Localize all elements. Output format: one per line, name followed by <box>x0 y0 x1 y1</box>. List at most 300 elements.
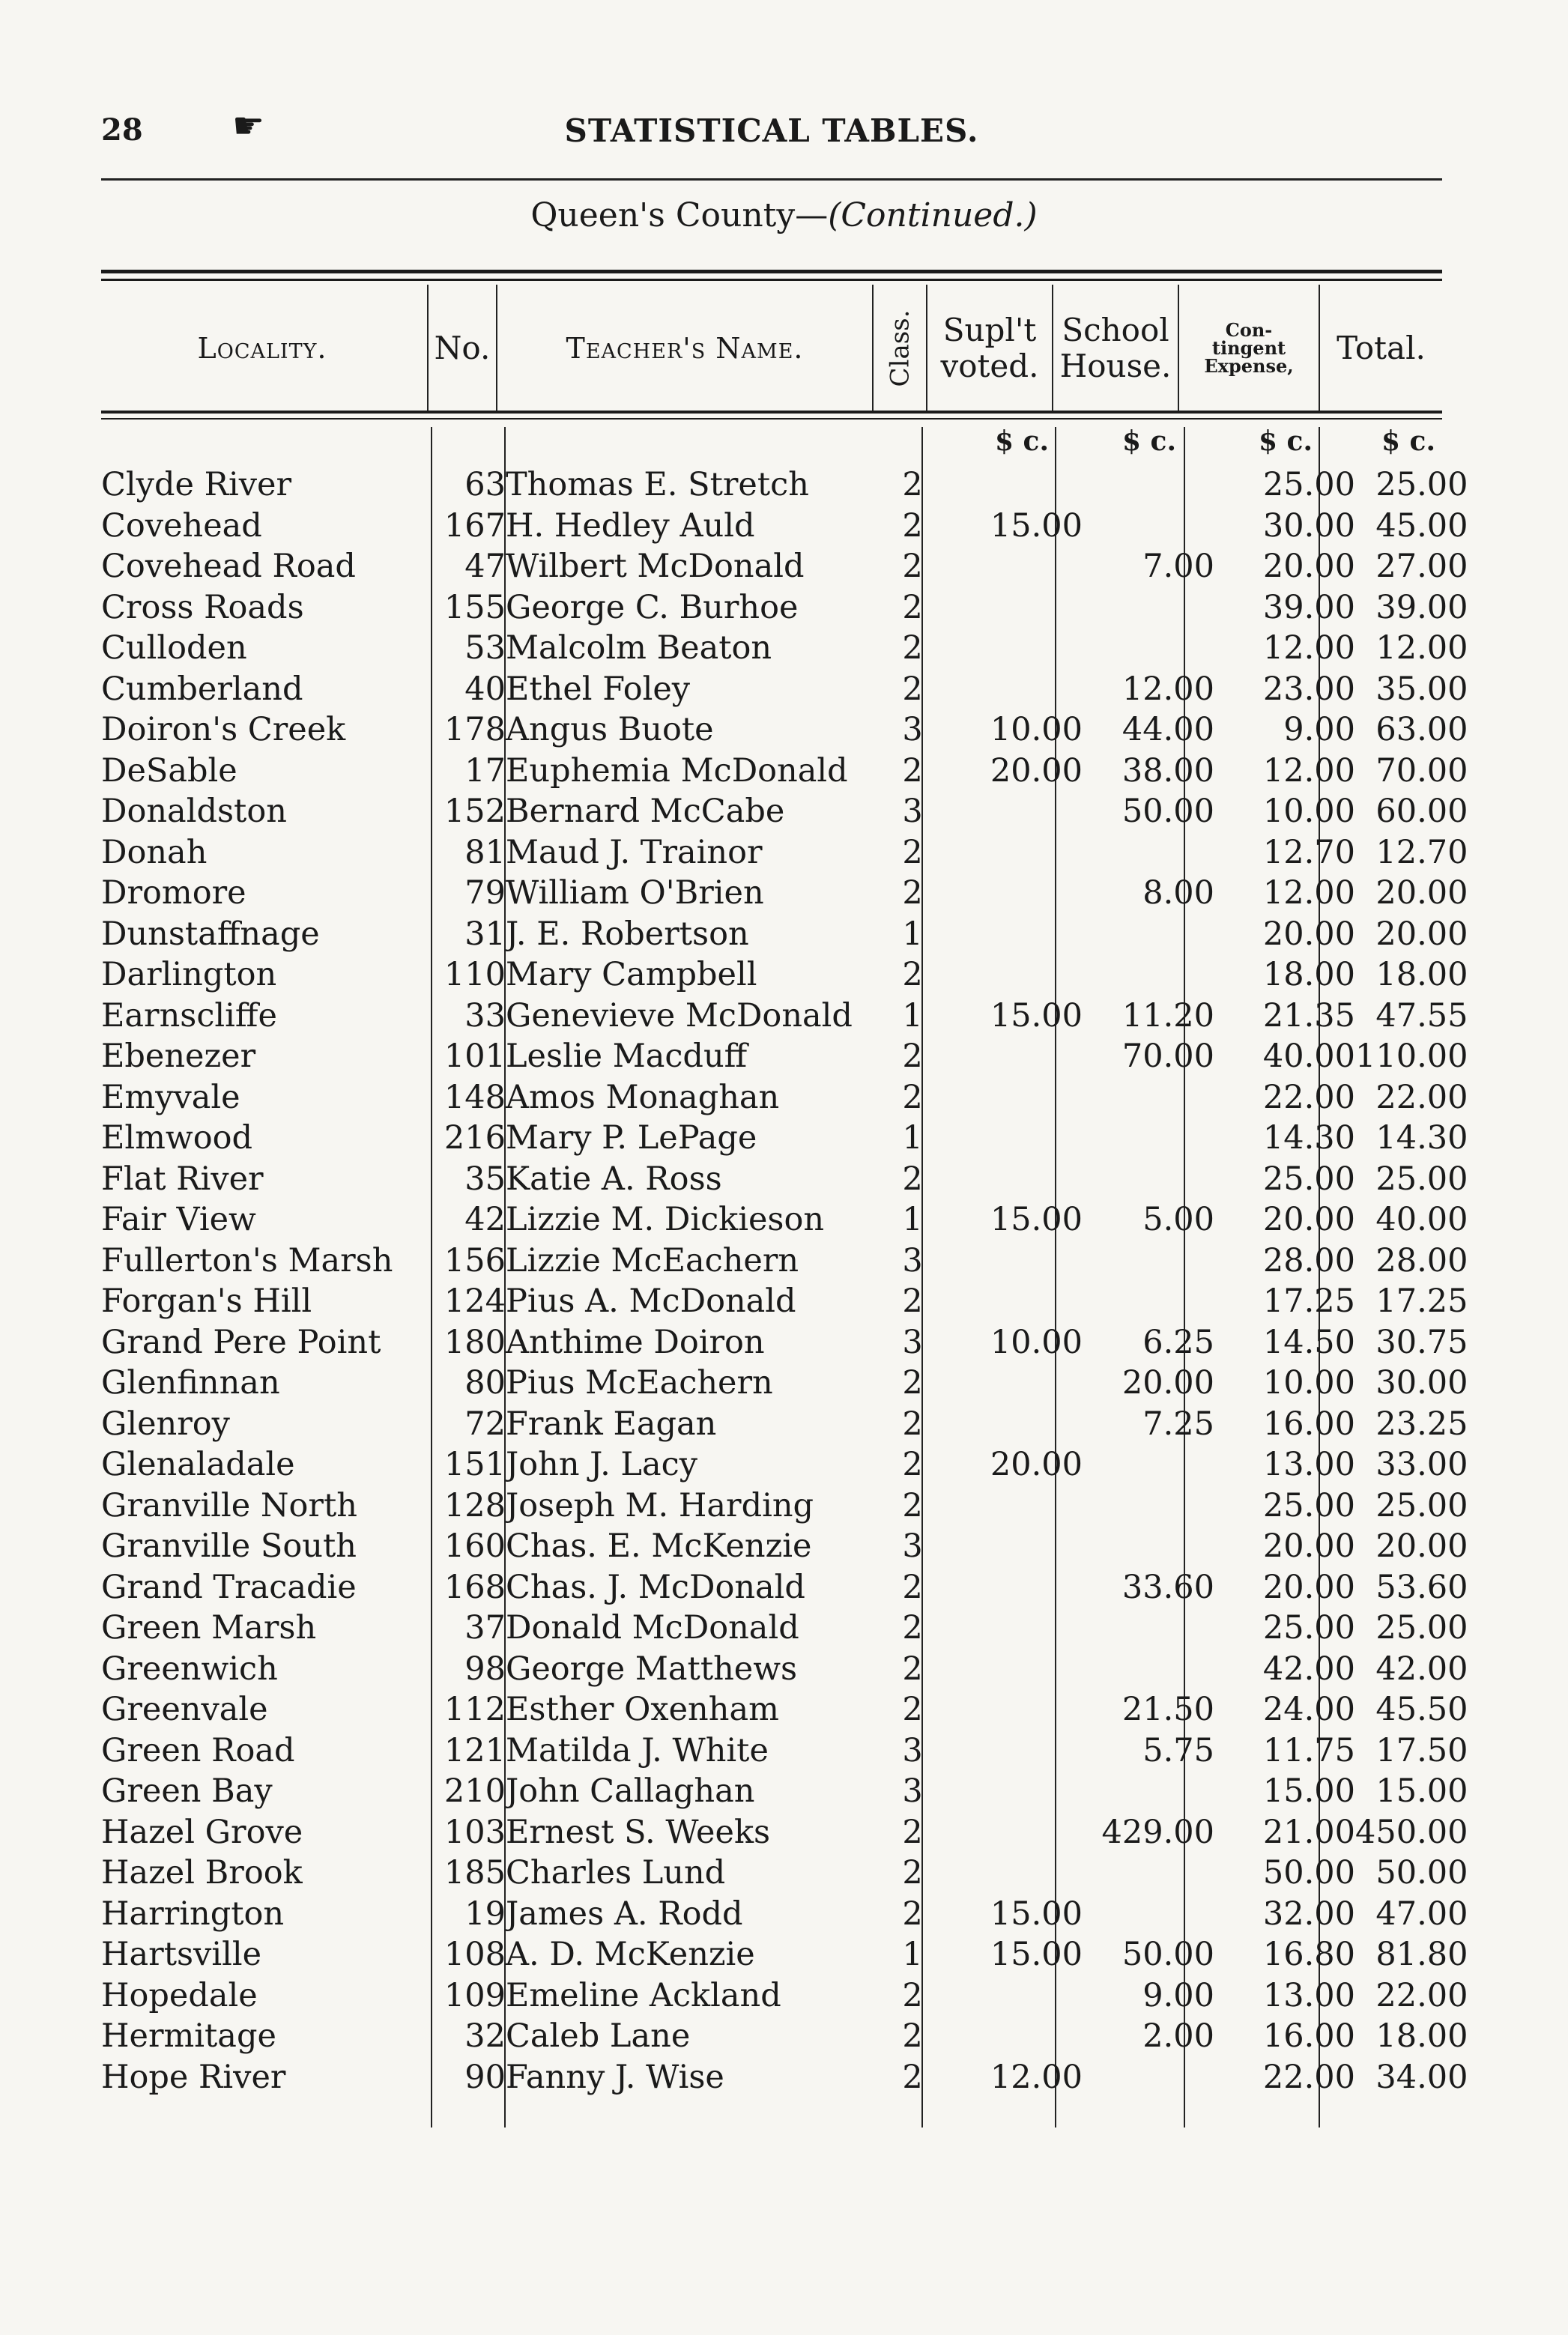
cell-school-house: 5.00 <box>1142 1201 1214 1238</box>
table-row <box>101 1730 1468 1772</box>
cell-contingent: 21.35 <box>1262 996 1355 1035</box>
cell-suplt-voted <box>945 1608 1083 1649</box>
cell-number: 168 <box>444 1568 506 1606</box>
cell-contingent: 10.00 <box>1262 793 1355 830</box>
cell-suplt-voted <box>945 1812 1083 1853</box>
cell-contingent: 11.75 <box>1262 1731 1355 1769</box>
header-rule <box>101 178 1442 181</box>
cell-total: 15.00 <box>1375 1772 1468 1810</box>
cell-suplt-voted: 10.00 <box>990 1323 1083 1361</box>
cell-suplt-voted <box>945 1404 1083 1445</box>
cell-class: 2 <box>902 1568 923 1606</box>
cell-suplt-voted: 10.00 <box>990 711 1083 748</box>
unit-school: $ c. <box>1121 425 1176 457</box>
cell-school-house <box>1083 1118 1214 1159</box>
cell-class: 2 <box>902 1609 923 1647</box>
cell-teacher: James A. Rodd <box>506 1895 743 1933</box>
cell-number: 110 <box>444 956 506 993</box>
cell-contingent: 20.00 <box>1262 1527 1355 1565</box>
cell-teacher: George C. Burhoe <box>506 588 799 626</box>
cell-total: 28.00 <box>1375 1241 1468 1279</box>
cell-suplt-voted <box>945 1036 1083 1077</box>
cell-suplt-voted: 15.00 <box>990 506 1083 545</box>
cell-number: 156 <box>444 1241 506 1279</box>
cell-suplt-voted <box>945 1281 1083 1322</box>
table-row <box>101 1812 1468 1853</box>
cell-class: 2 <box>902 2058 923 2096</box>
table-row <box>101 751 1468 792</box>
cell-locality: Covehead Road <box>101 548 356 585</box>
cell-school-house <box>1083 2057 1214 2098</box>
cell-school-house <box>1083 1077 1214 1118</box>
cell-total: 39.00 <box>1375 588 1468 626</box>
cell-school-house: 50.00 <box>1121 1936 1214 1973</box>
cell-number: 178 <box>444 711 506 748</box>
cell-number: 33 <box>464 996 506 1035</box>
cell-school-house <box>1083 1894 1214 1935</box>
column-header-class: Class. <box>885 309 915 387</box>
cell-locality: Hazel Brook <box>101 1854 303 1892</box>
cell-total: 18.00 <box>1375 956 1468 993</box>
cell-teacher: Lizzie M. Dickieson <box>506 1201 825 1238</box>
cell-school-house <box>1083 1771 1214 1812</box>
cell-teacher: H. Hedley Auld <box>506 506 755 545</box>
cell-teacher: Emeline Ackland <box>506 1976 781 2014</box>
cell-teacher: Mary Campbell <box>506 956 757 993</box>
cell-school-house: 5.75 <box>1142 1731 1214 1769</box>
cell-class: 3 <box>902 793 923 830</box>
cell-number: 103 <box>444 1813 506 1851</box>
cell-number: 108 <box>444 1936 506 1973</box>
cell-locality: Glenaladale <box>101 1446 295 1483</box>
table-row <box>101 1567 1468 1608</box>
cell-number: 151 <box>444 1446 506 1483</box>
table-row <box>101 628 1468 669</box>
cell-class: 2 <box>902 1282 923 1320</box>
cell-teacher: Malcolm Beaton <box>506 629 772 667</box>
table-row <box>101 464 1468 506</box>
cell-class: 2 <box>902 1446 923 1483</box>
table-row <box>101 1322 1468 1363</box>
table-row <box>101 1444 1468 1486</box>
cell-total: 17.50 <box>1375 1731 1468 1769</box>
cell-locality: Fullerton's Marsh <box>101 1241 393 1279</box>
pointing-hand-icon: ☛ <box>232 105 265 147</box>
column-header-locality: Locality. <box>197 332 327 365</box>
cell-total: 42.00 <box>1375 1650 1468 1688</box>
cell-school-house <box>1083 954 1214 996</box>
cell-number: 79 <box>464 874 506 912</box>
header-bottom-rule-thin <box>101 418 1442 420</box>
column-header-no: No. <box>434 330 491 366</box>
cell-total: 60.00 <box>1375 793 1468 830</box>
cell-suplt-voted: 15.00 <box>990 1895 1083 1933</box>
cell-school-house <box>1083 628 1214 669</box>
cell-suplt-voted <box>945 1077 1083 1118</box>
cell-locality: Donah <box>101 833 208 871</box>
cell-number: 180 <box>444 1323 506 1361</box>
cell-locality: Cross Roads <box>101 588 304 626</box>
cell-total: 20.00 <box>1375 1527 1468 1565</box>
cell-teacher: Chas. J. McDonald <box>506 1568 805 1606</box>
cell-number: 32 <box>464 2017 506 2055</box>
cell-suplt-voted <box>945 464 1083 506</box>
cell-contingent: 20.00 <box>1262 1201 1355 1238</box>
cell-teacher: Joseph M. Harding <box>506 1486 814 1524</box>
table-row <box>101 669 1468 710</box>
cell-total: 25.00 <box>1375 1160 1468 1198</box>
table-row <box>101 2016 1468 2057</box>
cell-contingent: 10.00 <box>1262 1364 1355 1402</box>
cell-suplt-voted <box>945 628 1083 669</box>
cell-total: 34.00 <box>1375 2058 1468 2096</box>
cell-class: 2 <box>902 1895 923 1933</box>
cell-total: 30.75 <box>1375 1323 1468 1361</box>
cell-total: 70.00 <box>1375 751 1468 790</box>
cell-class: 3 <box>902 1241 923 1279</box>
cell-total: 18.00 <box>1375 2017 1468 2055</box>
cell-locality: Granville North <box>101 1486 357 1524</box>
cell-teacher: Esther Oxenham <box>506 1691 779 1728</box>
cell-locality: Green Bay <box>101 1772 273 1810</box>
cell-number: 63 <box>464 466 506 503</box>
cell-suplt-voted: 15.00 <box>990 1201 1083 1238</box>
cell-suplt-voted <box>945 1159 1083 1200</box>
cell-number: 210 <box>444 1772 506 1810</box>
table-row <box>101 1404 1468 1445</box>
column-header-suplt: Supl't voted. <box>940 312 1039 384</box>
cell-school-house: 50.00 <box>1121 793 1214 830</box>
cell-contingent: 17.25 <box>1262 1282 1355 1320</box>
cell-total: 81.80 <box>1375 1936 1468 1973</box>
running-header <box>101 105 1442 165</box>
table-row <box>101 1934 1468 1975</box>
cell-locality: Green Marsh <box>101 1609 317 1647</box>
cell-number: 35 <box>464 1160 506 1198</box>
cell-contingent: 16.80 <box>1262 1936 1355 1973</box>
table-row <box>101 1241 1468 1282</box>
cell-total: 20.00 <box>1375 915 1468 953</box>
cell-contingent: 13.00 <box>1262 1446 1355 1483</box>
cell-locality: Fair View <box>101 1201 256 1238</box>
cell-teacher: Bernard McCabe <box>506 793 785 830</box>
cell-locality: Cumberland <box>101 670 303 708</box>
cell-school-house <box>1083 506 1214 547</box>
subtitle-main: Queen's County— <box>530 196 829 234</box>
table-row <box>101 1199 1468 1241</box>
cell-number: 185 <box>444 1854 506 1892</box>
cell-class: 2 <box>902 1854 923 1892</box>
cell-total: 450.00 <box>1355 1813 1468 1851</box>
cell-number: 155 <box>444 588 506 626</box>
cell-school-house <box>1083 1159 1214 1200</box>
cell-class: 2 <box>902 1976 923 2014</box>
cell-total: 25.00 <box>1375 466 1468 503</box>
cell-number: 81 <box>464 833 506 871</box>
cell-contingent: 12.00 <box>1262 751 1355 790</box>
cell-class: 2 <box>902 751 923 790</box>
unit-contingent: $ c. <box>1258 425 1313 457</box>
cell-total: 63.00 <box>1375 711 1468 748</box>
cell-suplt-voted <box>945 1649 1083 1690</box>
cell-locality: DeSable <box>101 751 237 790</box>
cell-total: 22.00 <box>1375 1976 1468 2014</box>
cell-teacher: Caleb Lane <box>506 2017 691 2055</box>
cell-locality: Greenwich <box>101 1650 278 1688</box>
cell-teacher: Pius A. McDonald <box>506 1282 796 1320</box>
cell-contingent: 39.00 <box>1262 588 1355 626</box>
cell-suplt-voted <box>945 546 1083 587</box>
cell-class: 3 <box>902 1527 923 1565</box>
table-row <box>101 1363 1468 1404</box>
cell-class: 3 <box>902 1731 923 1769</box>
header-bottom-rule <box>101 411 1442 414</box>
cell-class: 2 <box>902 506 923 545</box>
cell-school-house: 70.00 <box>1121 1038 1214 1075</box>
cell-class: 2 <box>902 1813 923 1851</box>
cell-teacher: Mary P. LePage <box>506 1119 757 1157</box>
page-number: 28 <box>101 112 143 148</box>
cell-number: 72 <box>464 1405 506 1443</box>
cell-teacher: J. E. Robertson <box>506 915 749 953</box>
cell-school-house <box>1083 1444 1214 1486</box>
table-row <box>101 1975 1468 2017</box>
cell-suplt-voted: 20.00 <box>990 1446 1083 1483</box>
cell-teacher: Donald McDonald <box>506 1609 799 1647</box>
cell-class: 2 <box>902 1691 923 1728</box>
table-row <box>101 1853 1468 1894</box>
cell-contingent: 16.00 <box>1262 2017 1355 2055</box>
table-row <box>101 1077 1468 1118</box>
cell-suplt-voted <box>945 914 1083 955</box>
cell-locality: Hartsville <box>101 1936 262 1973</box>
cell-teacher: Wilbert McDonald <box>506 548 805 585</box>
cell-locality: Granville South <box>101 1527 357 1565</box>
cell-class: 3 <box>902 1323 923 1361</box>
cell-school-house <box>1083 914 1214 955</box>
cell-contingent: 23.00 <box>1262 670 1355 708</box>
cell-locality: Hopedale <box>101 1976 258 2014</box>
cell-class: 2 <box>902 874 923 912</box>
cell-teacher: Maud J. Trainor <box>506 833 763 871</box>
cell-number: 47 <box>464 548 506 585</box>
cell-suplt-voted: 20.00 <box>990 751 1083 790</box>
cell-school-house <box>1083 1608 1214 1649</box>
cell-contingent: 42.00 <box>1262 1650 1355 1688</box>
page-title: STATISTICAL TABLES. <box>564 112 979 149</box>
table-row <box>101 1771 1468 1812</box>
cell-school-house <box>1083 1241 1214 1282</box>
cell-locality: Dromore <box>101 874 246 912</box>
cell-number: 98 <box>464 1650 506 1688</box>
cell-total: 30.00 <box>1375 1364 1468 1402</box>
cell-number: 216 <box>444 1119 506 1157</box>
cell-contingent: 32.00 <box>1262 1895 1355 1933</box>
cell-total: 27.00 <box>1375 548 1468 585</box>
cell-number: 17 <box>464 751 506 790</box>
cell-class: 2 <box>902 1038 923 1075</box>
table-row <box>101 2057 1468 2098</box>
cell-teacher: Ethel Foley <box>506 670 691 708</box>
cell-school-house <box>1083 1526 1214 1567</box>
unit-suplt: $ c. <box>994 425 1049 457</box>
cell-suplt-voted <box>945 1730 1083 1772</box>
cell-total: 47.00 <box>1375 1895 1468 1933</box>
cell-contingent: 21.00 <box>1262 1813 1355 1851</box>
cell-number: 80 <box>464 1364 506 1402</box>
table-row <box>101 996 1468 1037</box>
cell-locality: Hope River <box>101 2058 286 2096</box>
cell-number: 37 <box>464 1609 506 1647</box>
cell-teacher: Lizzie McEachern <box>506 1241 799 1279</box>
cell-teacher: Leslie Macduff <box>506 1038 748 1075</box>
cell-locality: Darlington <box>101 956 277 993</box>
unit-total: $ c. <box>1381 425 1435 457</box>
cell-number: 167 <box>444 506 506 545</box>
cell-school-house: 2.00 <box>1142 2017 1214 2055</box>
cell-locality: Hazel Grove <box>101 1813 303 1851</box>
table-row <box>101 1486 1468 1527</box>
cell-locality: Ebenezer <box>101 1038 256 1075</box>
cell-suplt-voted <box>945 1486 1083 1527</box>
cell-locality: Greenvale <box>101 1691 268 1728</box>
cell-total: 12.70 <box>1375 833 1468 871</box>
cell-teacher: Fanny J. Wise <box>506 2058 724 2096</box>
cell-class: 2 <box>902 629 923 667</box>
cell-total: 17.25 <box>1375 1282 1468 1320</box>
cell-locality: Flat River <box>101 1160 264 1198</box>
cell-school-house <box>1083 1649 1214 1690</box>
table-body <box>101 464 1468 2098</box>
cell-suplt-voted <box>945 1118 1083 1159</box>
table-row <box>101 1649 1468 1690</box>
cell-teacher: A. D. McKenzie <box>506 1936 755 1973</box>
cell-class: 2 <box>902 1405 923 1443</box>
column-header-total: Total. <box>1337 330 1426 366</box>
cell-contingent: 16.00 <box>1262 1405 1355 1443</box>
cell-total: 23.25 <box>1375 1405 1468 1443</box>
cell-locality: Elmwood <box>101 1119 253 1157</box>
cell-class: 2 <box>902 2017 923 2055</box>
cell-school-house: 12.00 <box>1121 670 1214 708</box>
cell-teacher: Charles Lund <box>506 1854 726 1892</box>
cell-total: 14.30 <box>1375 1119 1468 1157</box>
cell-contingent: 15.00 <box>1262 1772 1355 1810</box>
cell-total: 20.00 <box>1375 874 1468 912</box>
cell-suplt-voted: 15.00 <box>990 1936 1083 1973</box>
cell-number: 109 <box>444 1976 506 2014</box>
subtitle-continued: (Continued.) <box>828 196 1038 234</box>
cell-suplt-voted <box>945 1526 1083 1567</box>
cell-total: 40.00 <box>1375 1201 1468 1238</box>
table-row <box>101 954 1468 996</box>
cell-class: 1 <box>902 915 923 953</box>
cell-locality: Clyde River <box>101 466 292 503</box>
cell-number: 112 <box>444 1691 506 1728</box>
cell-contingent: 25.00 <box>1262 1609 1355 1647</box>
cell-locality: Hermitage <box>101 2017 276 2055</box>
cell-total: 45.00 <box>1375 506 1468 545</box>
cell-contingent: 25.00 <box>1262 1160 1355 1198</box>
cell-number: 101 <box>444 1038 506 1075</box>
cell-contingent: 20.00 <box>1262 1568 1355 1606</box>
cell-teacher: Pius McEachern <box>506 1364 773 1402</box>
cell-contingent: 18.00 <box>1262 956 1355 993</box>
cell-locality: Harrington <box>101 1895 285 1933</box>
column-header-contingent: Con- tingent Expense, <box>1204 319 1294 377</box>
cell-locality: Covehead <box>101 506 262 545</box>
cell-class: 2 <box>902 1160 923 1198</box>
table-row <box>101 1608 1468 1649</box>
cell-class: 2 <box>902 1650 923 1688</box>
cell-contingent: 22.00 <box>1262 2058 1355 2096</box>
table-top-rule-thin <box>101 279 1442 281</box>
table-row <box>101 1526 1468 1567</box>
cell-number: 90 <box>464 2058 506 2096</box>
cell-suplt-voted <box>945 832 1083 873</box>
table-row <box>101 1036 1468 1077</box>
cell-contingent: 12.00 <box>1262 874 1355 912</box>
cell-school-house: 38.00 <box>1121 751 1214 790</box>
cell-suplt-voted <box>945 1853 1083 1894</box>
table-row <box>101 546 1468 587</box>
table-row <box>101 709 1468 751</box>
cell-number: 40 <box>464 670 506 708</box>
cell-class: 2 <box>902 466 923 503</box>
cell-total: 110.00 <box>1355 1038 1468 1075</box>
cell-teacher: William O'Brien <box>506 874 764 912</box>
cell-suplt-voted <box>945 954 1083 996</box>
cell-class: 1 <box>902 1936 923 1973</box>
table-row <box>101 873 1468 914</box>
cell-suplt-voted <box>945 669 1083 710</box>
cell-teacher: Frank Eagan <box>506 1405 717 1443</box>
table-row <box>101 832 1468 873</box>
cell-number: 152 <box>444 793 506 830</box>
table-row <box>101 914 1468 955</box>
cell-total: 47.55 <box>1375 996 1468 1035</box>
column-header-teacher: Teacher's Name. <box>566 332 804 365</box>
cell-school-house: 7.00 <box>1142 548 1214 585</box>
cell-teacher: Amos Monaghan <box>506 1078 780 1116</box>
table-top-rule <box>101 270 1442 273</box>
cell-locality: Dunstaffnage <box>101 915 320 953</box>
cell-locality: Grand Tracadie <box>101 1568 357 1606</box>
cell-school-house <box>1083 1853 1214 1894</box>
cell-total: 35.00 <box>1375 670 1468 708</box>
cell-class: 2 <box>902 1078 923 1116</box>
cell-contingent: 22.00 <box>1262 1078 1355 1116</box>
table-row <box>101 506 1468 547</box>
cell-teacher: Genevieve McDonald <box>506 996 853 1035</box>
cell-locality: Glenfinnan <box>101 1364 280 1402</box>
cell-teacher: Katie A. Ross <box>506 1160 722 1198</box>
cell-school-house: 20.00 <box>1121 1364 1214 1402</box>
table-row <box>101 587 1468 629</box>
cell-number: 128 <box>444 1486 506 1524</box>
cell-total: 22.00 <box>1375 1078 1468 1116</box>
cell-total: 50.00 <box>1375 1854 1468 1892</box>
cell-suplt-voted <box>945 1567 1083 1608</box>
cell-school-house <box>1083 832 1214 873</box>
cell-total: 25.00 <box>1375 1486 1468 1524</box>
cell-contingent: 30.00 <box>1262 506 1355 545</box>
cell-contingent: 20.00 <box>1262 915 1355 953</box>
cell-suplt-voted <box>945 791 1083 832</box>
cell-contingent: 24.00 <box>1262 1691 1355 1728</box>
cell-contingent: 9.00 <box>1283 711 1355 748</box>
cell-contingent: 25.00 <box>1262 1486 1355 1524</box>
